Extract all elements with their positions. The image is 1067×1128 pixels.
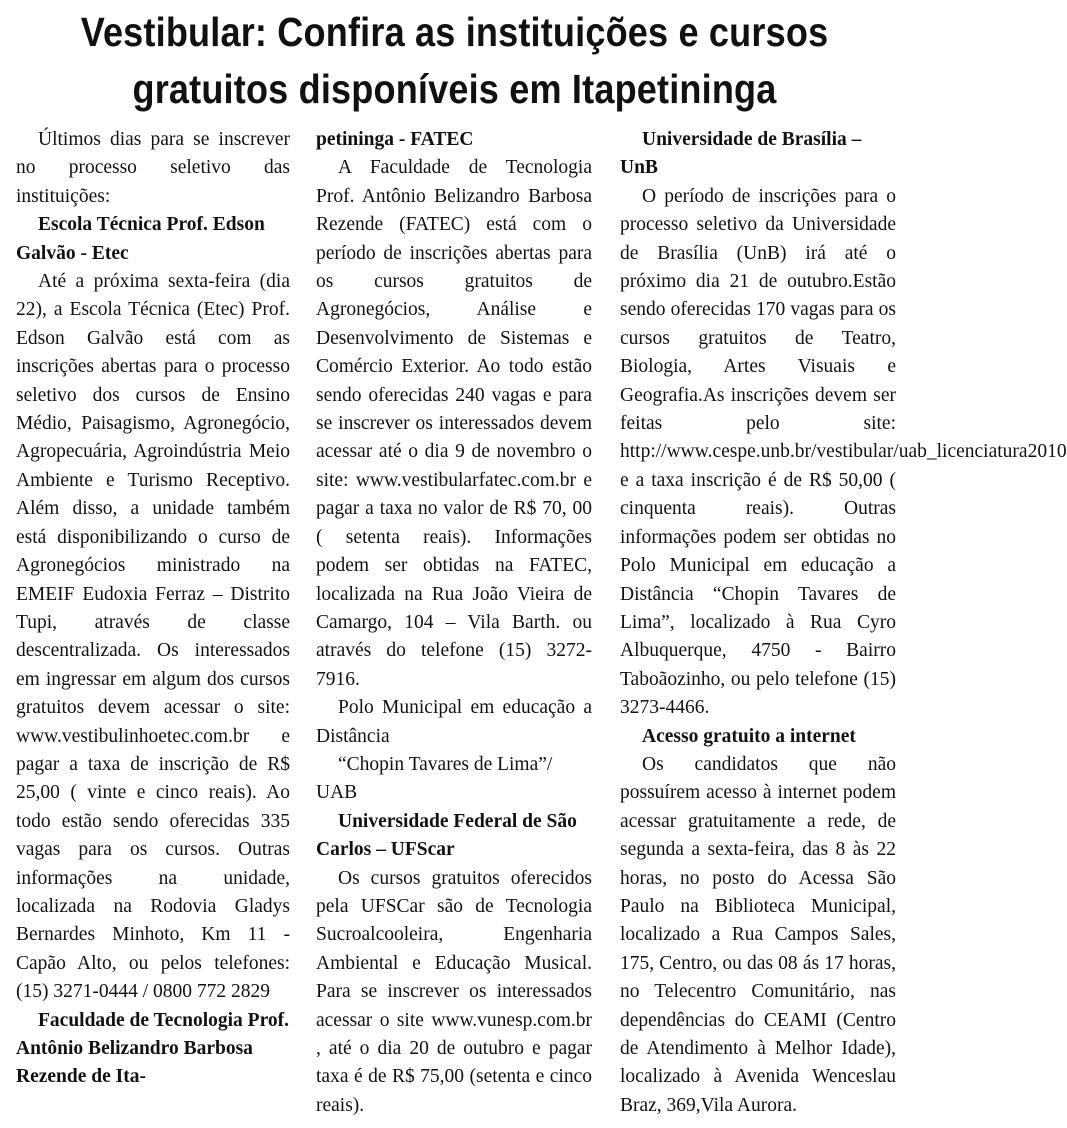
- unb-heading: Universidade de Brasília – UnB: [620, 129, 862, 179]
- headline: Vestibular: Confira as instituições e cursos gratuitos disponíveis em Itapetininga: [80, 9, 829, 112]
- polo-line-1: Polo Municipal em educação a Distância: [316, 697, 592, 747]
- column-1: [16, 126, 290, 1092]
- polo-line-2: “Chopin Tavares de Lima”/: [338, 753, 553, 775]
- acessa-heading: Acesso gratuito a internet: [642, 725, 856, 747]
- unb-body: O período de inscrições para o processo seletivo da Universidade de Brasília (UnB) irá até o próximo dia 21 de outubro.Estão sendo oferecidas 170 vagas para os cursos gratuitos de Teatro, Biologia, Artes Visuais e Geografia.As inscrições devem ser feitas pelo site: http://www.cespe.unb.br/vestibular/uab_licenciatura2010 e a taxa inscrição é de R$ 50,00 ( cinquenta reais). Outras informações podem ser obtidas no Polo Municipal em educação a Distância “Chopin Tavares de Lima”, localizado à Rua Cyro Albuquerque, 4750 - Bairro Taboãozinho, ou pelo telefone (15) 3273-4466.: [620, 185, 1067, 719]
- column-2: [316, 126, 592, 1120]
- etec-heading: Escola Técnica Prof. Edson Galvão - Etec: [16, 214, 265, 264]
- column-3: [620, 126, 1067, 1120]
- fatec-body: A Faculdade de Tecnologia Prof. Antônio Belizandro Barbosa Rezende (FATEC) está com o período de inscrições abertas para os cursos gratuitos de Agronegócios, Análise e Desenvolvimento de Sistemas e Comércio Exterior. Ao todo estão sendo oferecidas 240 vagas e para se inscrever os interessados devem acessar até o dia 9 de novembro o site: www.vestibularfatec.com.br e pagar a taxa no valor de R$ 70, 00 ( setenta reais). Informações podem ser obtidas na FATEC, localizada na Rua João Vieira de Camargo, 104 – Vila Barth. ou através do telefone (15) 3272-7916.: [316, 157, 592, 690]
- ufscar-body: Os cursos gratuitos oferecidos pela UFSCar são de Tecnologia Sucroalcooleira, Engenharia Ambiental e Educação Musical. Para se inscrever os interessados acessar o site www.vunesp.com.br , até o dia 20 de outubro e pagar taxa é de R$ 75,00 (setenta e cinco reais).: [316, 867, 592, 1116]
- ufscar-heading: Universidade Federal de São Carlos – UFScar: [316, 810, 577, 861]
- fatec-heading-part1: Faculdade de Tecnologia Prof. Antônio Belizandro Barbosa Rezende de Ita-: [16, 1009, 289, 1088]
- polo-line-3: UAB: [316, 782, 358, 804]
- etec-body: Até a próxima sexta-feira (dia 22), a Escola Técnica (Etec) Prof. Edson Galvão está com as inscrições abertas para o processo seletivo dos cursos de Ensino Médio, Paisagismo, Agronegócio, Agropecuária, Agroindústria Meio Ambiente e Turismo Receptivo. Além disso, a unidade também está disponibilizando o curso de Agronegócios ministrado na EMEIF Eudoxia Ferraz – Distrito Tupi, através de classe descentralizada. Os interessados em ingressar em algum dos cursos gratuitos devem acessar o site: www.vestibulinhoetec.com.br e pagar a taxa de inscrição de R$ 25,00 ( vinte e cinco reais). Ao todo estão sendo oferecidas 335 vagas para os cursos. Outras informações na unidade, localizada na Rodovia Gladys Bernardes Minhoto, Km 11 - Capão Alto, ou pelos telefones: (15) 3271-0444 / 0800 772 2829: [16, 271, 290, 1003]
- acessa-body: Os candidatos que não possuírem acesso à internet podem acessar gratuitamente a rede, de segunda a sexta-feira, das 8 às 22 horas, no posto do Acessa São Paulo na Biblioteca Municipal, localizado a Rua Campos Sales, 175, Centro, ou das 08 ás 17 horas, no Telecentro Comunitário, nas dependências do CEAMI (Centro de Atendimento à Melhor Idade), localizado à Avenida Wenceslau Braz, 369,Vila Aurora.: [620, 753, 896, 1116]
- fatec-heading-part2: petininga - FATEC: [316, 129, 474, 150]
- intro-paragraph: Últimos dias para se inscrever no processo seletivo das instituições:: [16, 129, 290, 207]
